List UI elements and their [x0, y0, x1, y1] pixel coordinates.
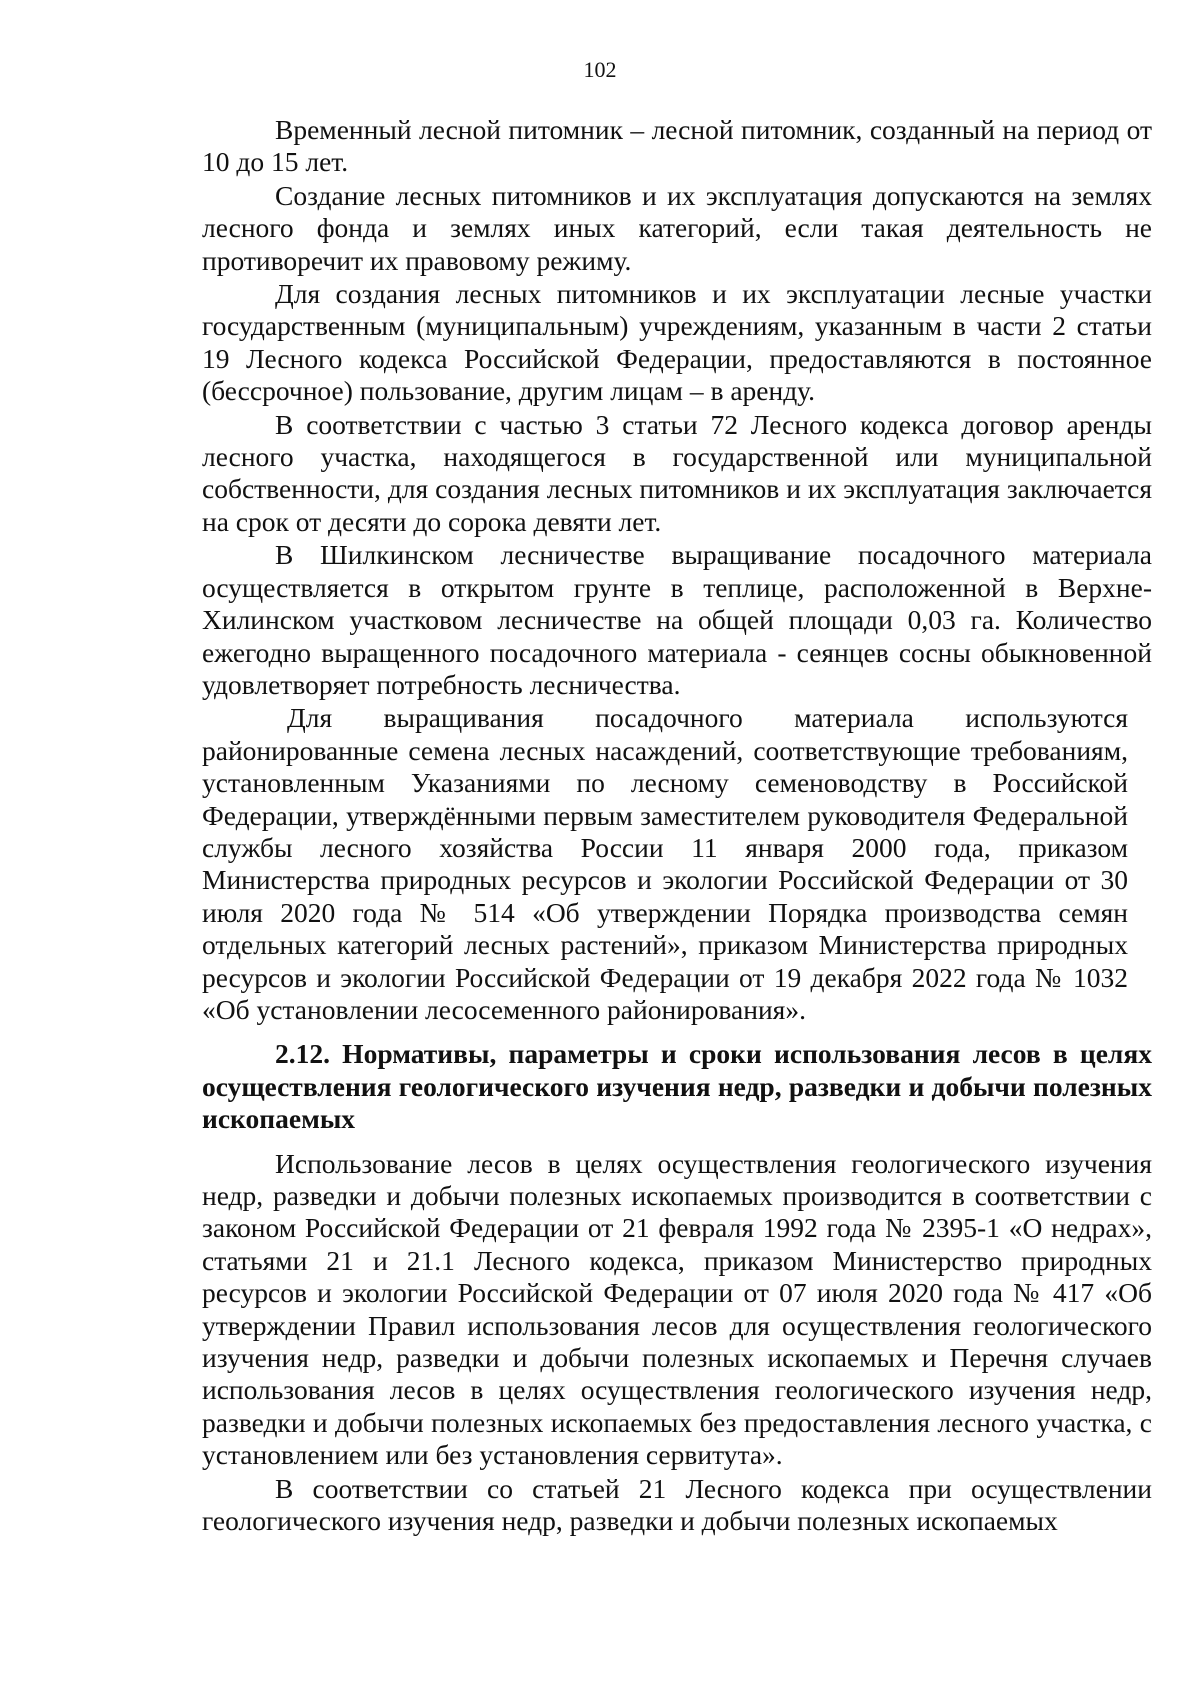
paragraph-seed-requirements: Для выращивания посадочного материала используются районированные семена лесных насаждений, соответствующие требованиям, установленным Указаниями по лесному семеноводству в Российской Федерации, утверждёнными первым заместителем руководителя Федеральной службы лесного хозяйства России 11 января 2000 года, приказом Министерства природных ресурсов и экологии Российской Федерации от 30 июля 2020 года № 514 «Об утверждении Порядка производства семян отдельных категорий лесных растений», приказом Министерства природных ресурсов и экологии Российской Федерации от 19 декабря 2022 года № 1032 «Об установлении лесосеменного районирования». — [202, 702, 1128, 1025]
page-number: 102 — [583, 57, 617, 82]
paragraph-geology-legal-basis: Использование лесов в целях осуществления геологического изучения недр, разведки и добычи полезных ископаемых производится в соответствии с законом Российской Федерации от 21 февраля 1992 года № 2395-1 «О недрах», статьями 21 и 21.1 Лесного кодекса, приказом Министерство природных ресурсов и экологии Российской Федерации от 07 июля 2020 года № 417 «Об утверждении Правил использования лесов для осуществления геологического изучения недр, разведки и добычи полезных ископаемых и Перечня случаев использования лесов в целях осуществления геологического изучения недр, разведки и добычи полезных ископаемых без предоставления лесного участка, с установлением или без установления сервитута». — [202, 1147, 1152, 1471]
paragraph-temporary-nursery: Временный лесной питомник – лесной питомник, созданный на период от 10 до 15 лет. — [202, 114, 1152, 178]
paragraph-nursery-use-rights: Для создания лесных питомников и их эксплуатации лесные участки государственным (муниципальным) учреждениям, указанным в части 2 статьи 19 Лесного кодекса Российской Федерации, предоставляются в постоянное (бессрочное) пользование, другим лицам – в аренду. — [202, 278, 1152, 407]
paragraph-article-21: В соответствии со статьей 21 Лесного кодекса при осуществлении геологического изучения недр, разведки и добычи полезных ископаемых — [202, 1472, 1152, 1537]
document-body — [202, 114, 1152, 1537]
paragraph-shilka-planting-material: В Шилкинском лесничестве выращивание посадочного материала осуществляется в открытом грунте в теплице, расположенной в Верхне-Хилинском участковом лесничестве на общей площади 0,03 га. Количество ежегодно выращенного посадочного материала - сеянцев сосны обыкновенной удовлетворяет потребность лесничества. — [202, 539, 1152, 700]
section-heading-2-12: 2.12. Нормативы, параметры и сроки использования лесов в целях осуществления геологического изучения недр, разведки и добычи полезных ископаемых — [202, 1038, 1152, 1135]
paragraph-nursery-lands: Создание лесных питомников и их эксплуатация допускаются на землях лесного фонда и землях иных категорий, если такая деятельность не противоречит их правовому режиму. — [202, 179, 1152, 276]
paragraph-lease-term: В соответствии с частью 3 статьи 72 Лесного кодекса договор аренды лесного участка, находящегося в государственной или муниципальной собственности, для создания лесных питомников и их эксплуатация заключается на срок от десяти до сорока девяти лет. — [202, 408, 1152, 537]
